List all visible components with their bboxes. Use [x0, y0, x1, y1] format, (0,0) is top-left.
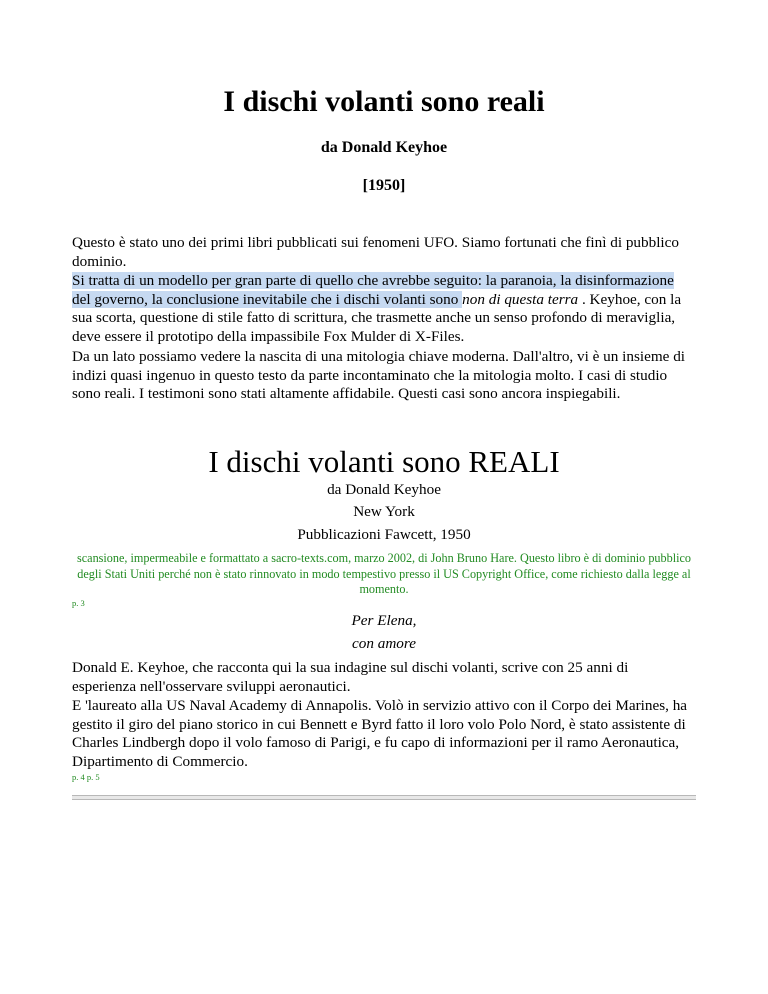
page-reference-link[interactable]: p. 3: [72, 598, 85, 608]
dedication-line-2: con amore: [352, 635, 416, 652]
intro-paragraph-3: Da un lato possiamo vedere la nascita di una mitologia chiave moderna. Dall'altro, vi è un insieme di indizi quasi ingenuo in questo testo da parte incontaminato che la mitologia molto. I casi di studio sono reali. I testimoni sono stati altamente affidabile. Questi casi sono ancora inspiegabili.: [72, 348, 686, 402]
document-year: [1950]: [362, 177, 406, 194]
document-title: I dischi volanti sono reali: [223, 85, 545, 118]
intro-paragraph-2: [72, 272, 696, 346]
highlighted-text: Si tratta di un modello per gran parte di quello che avrebbe seguito: la paranoia, la disinformazione del governo, la conclusione inevitabile che i dischi volanti sono: [72, 272, 674, 308]
book-author: da Donald Keyhoe: [327, 481, 441, 498]
italic-phrase: non di questa terra: [462, 290, 579, 308]
intro-paragraph-1: Questo è stato uno dei primi libri pubblicati sui fenomeni UFO. Siamo fortunati che finì di pubblico dominio.: [72, 234, 679, 270]
book-city: New York: [353, 503, 415, 520]
scan-note: scansione, impermeabile e formattato a sacro-texts.com, marzo 2002, di John Bruno Hare. Questo libro è di dominio pubblico degli Stati Uniti perché non è stato rinnovato in modo tempestivo presso il US Copyright Office, come richiesto dalla legge al momento.: [77, 551, 691, 596]
page-reference-link[interactable]: p. 4 p. 5: [72, 772, 100, 782]
book-paragraph-2: E 'laureato alla US Naval Academy di Annapolis. Volò in servizio attivo con il Corpo dei Marines, ha gestito il giro del piano storico in cui Bennett e Byrd fatto il loro volo Polo Nord, è stato assistente di Charles Lindbergh dopo il volo famoso di Parigi, e fu capo di informazioni per il ramo Aeronautica, Dipartimento di Commercio.: [72, 697, 688, 770]
book-publisher: Pubblicazioni Fawcett, 1950: [297, 526, 471, 543]
horizontal-divider: [72, 795, 696, 800]
document-author: da Donald Keyhoe: [320, 139, 448, 156]
dedication-line-1: Per Elena,: [351, 612, 417, 629]
intro-paragraph-2-rest: . Keyhoe, con la sua scorta, questione di stile fatto di scrittura, che trasmette anche un senso profondo di meraviglia, deve essere il prototipo della impassibile Fox Mulder di X-Files.: [72, 290, 682, 345]
book-title: I dischi volanti sono REALI: [208, 444, 560, 479]
book-paragraph-1: Donald E. Keyhoe, che racconta qui la sua indagine sul dischi volanti, scrive con 25 anni di esperienza nell'osservare sviluppi aeronautici.: [72, 659, 629, 695]
